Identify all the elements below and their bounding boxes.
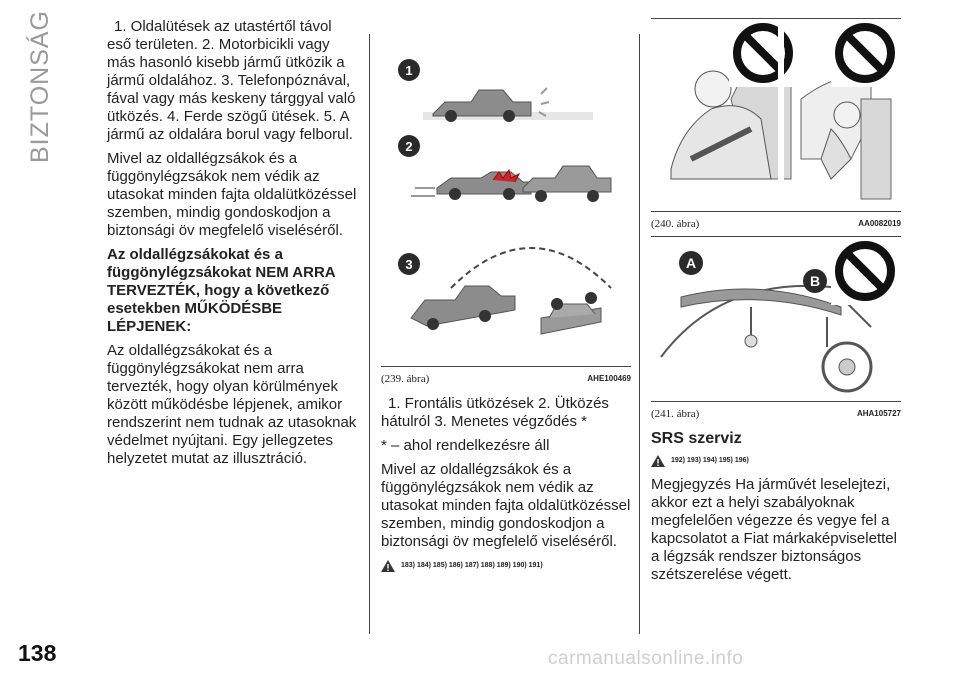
- watermark: carmanualsonline.info: [548, 648, 744, 669]
- scene-child-near-window: [801, 77, 891, 200]
- warning-reference-numbers-srs: 192) 193) 194) 195) 196): [671, 457, 749, 464]
- figure-239-caption: [381, 366, 631, 391]
- heading-srs-service: SRS szerviz: [651, 430, 742, 447]
- scene-rollover: [411, 248, 611, 334]
- paragraph-figure-legend: 1. Frontális ütközések 2. Ütközés hátulról 3. Menetes végződés *: [381, 395, 609, 430]
- figure-239-number: (239. ábra): [381, 373, 430, 385]
- column-3: [651, 18, 901, 590]
- figure-241: [651, 236, 901, 426]
- figure-241-number: (241. ábra): [651, 408, 700, 420]
- column-2: [381, 18, 631, 581]
- column-divider-2: [639, 34, 640, 634]
- warning-references-srs: [651, 452, 901, 470]
- figure-240-number: (240. ábra): [651, 218, 700, 230]
- paragraph-disposal-note: Megjegyzés Ha járművét leselejtezi, akkor ezt a helyi szabályoknak megfelelően végezze és vegye fel a kapcsolatot a Fiat márkaképviselettel a légzsák rendszer biztonságos szétszerelése végett.: [651, 476, 897, 583]
- figure-239-illustration: [381, 18, 631, 366]
- prohibited-icon-right: [831, 19, 899, 87]
- paragraph-side-impacts: 1. Oldalütések az utastértől távol eső területen. 2. Motorbicikli vagy más hasonló kisebb jármű ütközik a jármű oldalához. 3. Telefonpóznával, fával vagy más keskeny tárggyal való ütközés. 4. Ferde szögű ütések. 5. A jármű az oldalára borul vagy felborul.: [107, 18, 356, 143]
- page-number: 138: [18, 640, 57, 666]
- marker-a: [679, 251, 703, 275]
- paragraph-seatbelt-note-2: Mivel az oldallégzsákok és a függönylégzsákok nem védik az utasokat minden fajta oldalütközéssel szemben, mindig gondoskodjon a biztonsági öv megfelelő viseléséről.: [381, 461, 631, 550]
- marker-1: [398, 59, 420, 81]
- svg-text:3: 3: [405, 257, 413, 272]
- warning-triangle-icon: [381, 560, 395, 572]
- prohibited-icon-fig241: [831, 237, 899, 305]
- figure-241-caption: [651, 401, 901, 426]
- paragraph-footnote: * – ahol rendelkezésre áll: [381, 437, 550, 454]
- column-1: [107, 18, 357, 474]
- svg-text:2: 2: [405, 139, 413, 154]
- figure-240-caption: [651, 211, 901, 236]
- svg-text:B: B: [809, 273, 821, 289]
- warning-reference-numbers: 183) 184) 185) 186) 187) 188) 189) 190) 191): [401, 562, 543, 569]
- prohibited-icon-left: [729, 19, 797, 87]
- svg-text:1: 1: [405, 63, 413, 78]
- section-title-vertical: [14, 10, 66, 190]
- figure-241-code: AHA105727: [856, 409, 901, 418]
- svg-text:A: A: [685, 255, 697, 271]
- figure-239-code: AHE100469: [587, 374, 631, 383]
- column-divider-1: [369, 34, 370, 634]
- figure-241-illustration: [651, 237, 901, 401]
- warning-triangle-icon: [651, 455, 665, 467]
- paragraph-illustration-note: Az oldallégzsákokat és a függönylégzsákokat nem arra tervezték, hogy olyan körülmények között működésbe lépjenek, amikor rendszerint nem tudnak az utasoknak védelmet nyújtani. Egy jellegzetes helyzetet mutat az illusztráció.: [107, 342, 357, 467]
- paragraph-seatbelt-note: Mivel az oldallégzsákok és a függönylégzsákok nem védik az utasokat minden fajta oldalütközéssel szemben, mindig gondoskodjon a biztonsági öv megfelelő viseléséről.: [107, 150, 357, 239]
- marker-3: [398, 253, 420, 275]
- marker-2: [398, 135, 420, 157]
- figure-239: [381, 18, 631, 391]
- warning-references: [381, 557, 631, 575]
- figure-240: [651, 18, 901, 236]
- scene-rear-impact: [411, 166, 611, 202]
- marker-b: [803, 269, 827, 293]
- section-title-text: BIZTONSÁG: [26, 10, 54, 164]
- figure-240-illustration: [651, 19, 901, 211]
- subheading-not-designed: Az oldallégzsákokat és a függönylégzsákokat NEM ARRA TERVEZTÉK, hogy a következő esetekben MŰKÖDÉSBE LÉPJENEK:: [107, 246, 336, 335]
- scene-frontal-impact: [423, 88, 593, 122]
- figure-240-code: AA0082019: [858, 219, 901, 228]
